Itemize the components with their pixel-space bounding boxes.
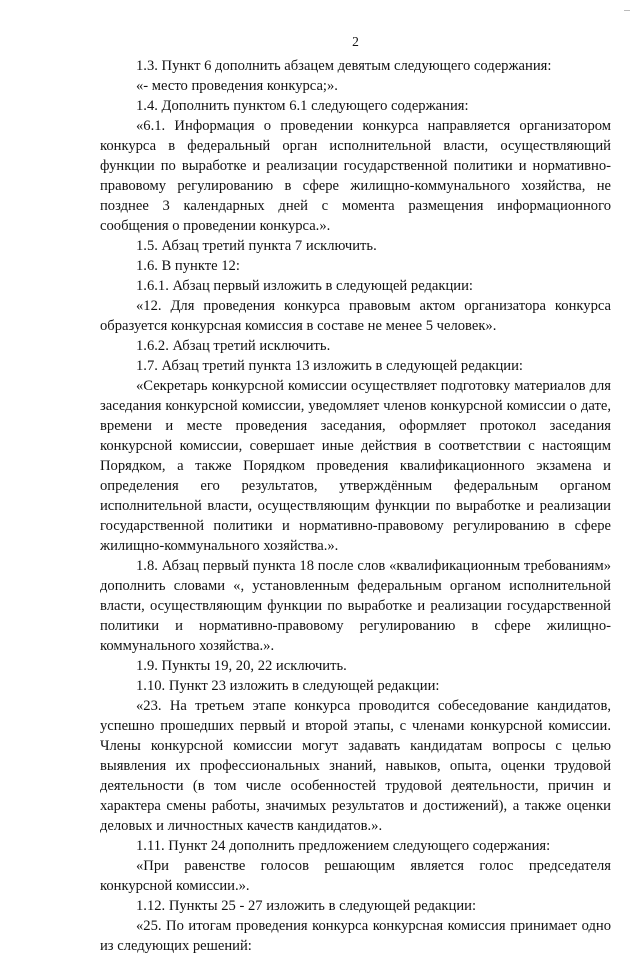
paragraph-1-3: 1.3. Пункт 6 дополнить абзацем девятым следующего содержания: <box>136 58 552 74</box>
paragraph-23-text: «23. На третьем этапе конкурса проводится собеседование кандидатов, успешно прошедших первый и второй этапы, с членами конкурсной комиссии. Члены конкурсной комиссии могут задавать кандидатам вопросы с целью выявления их профессиональных знаний, навыков, опыта, оценки трудовой деятельности (в том числе особенностей трудовой деятельности, причин и характера смены работы, значимых результатов и достижений), а также оценки деловых и личностных качеств кандидатов.». <box>100 698 611 834</box>
paragraph-1-5: 1.5. Абзац третий пункта 7 исключить. <box>136 238 377 254</box>
scan-mark <box>624 10 630 11</box>
paragraph-1-12: 1.12. Пункты 25 - 27 изложить в следующей редакции: <box>136 898 477 914</box>
paragraph-1-8: 1.8. Абзац первый пункта 18 после слов «квалификационным требованиям» дополнить словами «, установленным федеральным органом исполнительной власти, осуществляющим функции по выработке и реализации государственной политики и нормативно-правовому регулированию в сфере жилищно-коммунального хозяйства.». <box>100 558 611 654</box>
paragraph-1-6: 1.6. В пункте 12: <box>136 258 240 274</box>
paragraph-25-text: «25. По итогам проведения конкурса конкурсная комиссия принимает одно из следующих решений: <box>100 918 611 954</box>
paragraph-1-11: 1.11. Пункт 24 дополнить предложением следующего содержания: <box>136 838 551 854</box>
paragraph-12-text: «12. Для проведения конкурса правовым актом организатора конкурса образуется конкурсная комиссия в составе не менее 5 человек». <box>100 298 611 334</box>
paragraph-13-text: «Секретарь конкурсной комиссии осуществляет подготовку материалов для заседания конкурсной комиссии, уведомляет членов конкурсной комиссии о дате, времени и месте проведения заседания, оформляет протокол заседания конкурсной комиссии, совершает иные действия в соответствии с настоящим Порядком, а также Порядком проведения квалификационного экзамена и определения его результатов, утверждённым федеральным органом исполнительной власти, осуществляющим функции по выработке и реализации государственной политики и нормативно-правовому регулированию в сфере жилищно-коммунального хозяйства.». <box>100 378 611 554</box>
paragraph-1-9: 1.9. Пункты 19, 20, 22 исключить. <box>136 658 347 674</box>
paragraph-24-text: «При равенстве голосов решающим является голос председателя конкурсной комиссии.». <box>100 858 611 894</box>
page-number: 2 <box>352 34 359 49</box>
paragraph-1-4: 1.4. Дополнить пунктом 6.1 следующего содержания: <box>136 98 469 114</box>
paragraph-6-1-text: «6.1. Информация о проведении конкурса направляется организатором конкурса в федеральный орган исполнительной власти, осуществляющий функции по выработке и реализации государственной политики и нормативно-правовому регулированию в сфере жилищно-коммунального хозяйства, не позднее 3 календарных дней с момента размещения информационного сообщения о проведении конкурса.». <box>100 118 611 234</box>
paragraph-1-6-2: 1.6.2. Абзац третий исключить. <box>136 338 331 354</box>
paragraph-1-7: 1.7. Абзац третий пункта 13 изложить в следующей редакции: <box>136 358 523 374</box>
document-body <box>100 56 611 956</box>
paragraph-1-3-text: «- место проведения конкурса;». <box>136 78 338 94</box>
paragraph-1-10: 1.10. Пункт 23 изложить в следующей редакции: <box>136 678 440 694</box>
paragraph-1-6-1: 1.6.1. Абзац первый изложить в следующей редакции: <box>136 278 473 294</box>
